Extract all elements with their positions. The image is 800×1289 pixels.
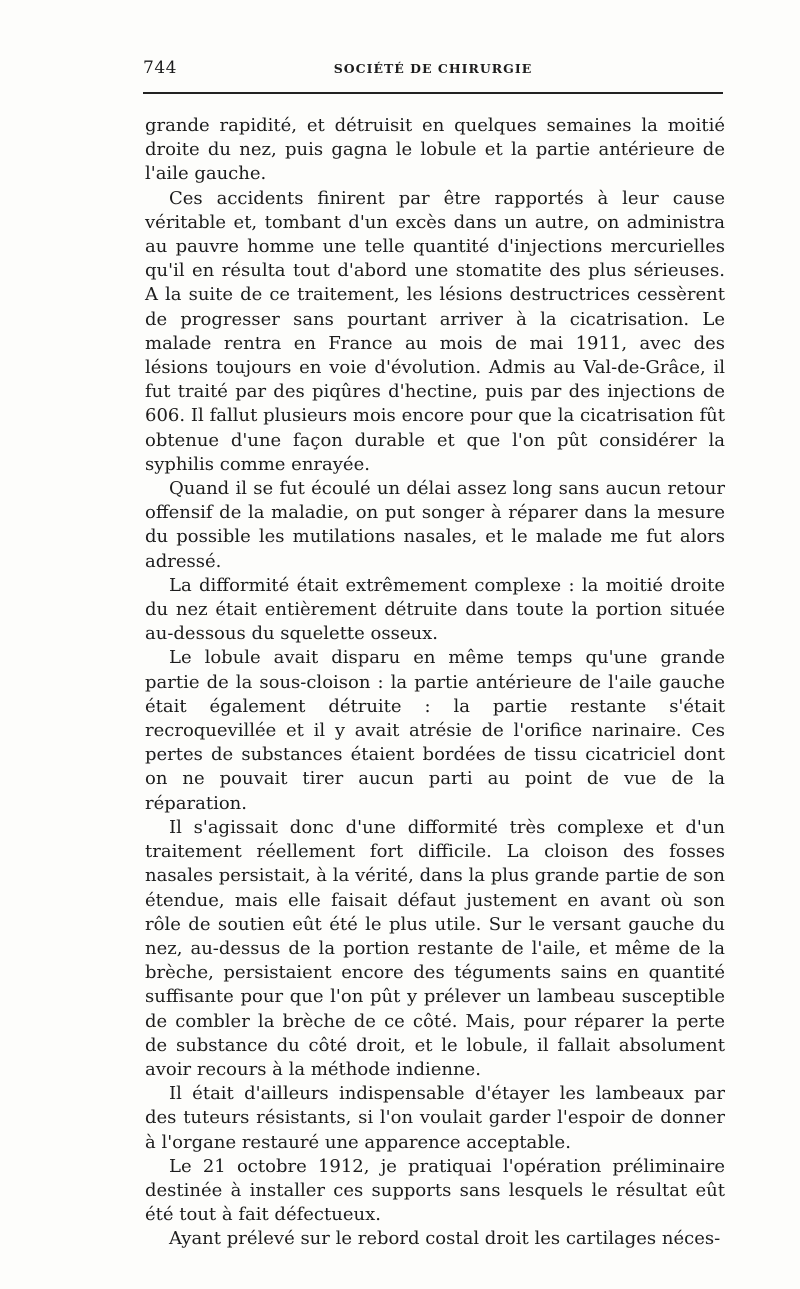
page-number: 744 bbox=[143, 58, 177, 78]
paragraph: Le lobule avait disparu en même temps qu'une grande partie de la sous-cloison : la partie antérieure de l'aile gauche était également détruite : la partie restante s'était recroquevillée et il y avait atrésie de l'orifice narinaire. Ces pertes de substances étaient bordées de tissu cicatriciel dont on ne pouvait tirer aucun parti au point de vue de la réparation. bbox=[145, 647, 725, 814]
paragraph: Il était d'ailleurs indispensable d'étayer les lambeaux par des tuteurs résistants, si l'on voulait garder l'espoir de donner à l'organe restauré une apparence acceptable. bbox=[145, 1083, 725, 1153]
paragraph: La difformité était extrêmement complexe : la moitié droite du nez était entièrement détruite dans toute la portion située au-dessous du squelette osseux. bbox=[145, 574, 725, 645]
paragraph: Le 21 octobre 1912, je pratiquai l'opération préliminaire destinée à installer ces supports sans lesquels le résultat eût été tout à fait défectueux. bbox=[145, 1155, 725, 1226]
running-header bbox=[143, 58, 723, 82]
body-text bbox=[145, 114, 725, 1252]
paragraph: Quand il se fut écoulé un délai assez long sans aucun retour offensif de la maladie, on put songer à réparer dans la mesure du possible les mutilations nasales, et le malade me fut alors adressé. bbox=[145, 478, 725, 572]
paragraph: grande rapidité, et détruisit en quelques semaines la moitié droite du nez, puis gagna le lobule et la partie antérieure de l'aile gauche. bbox=[145, 115, 725, 185]
paragraph: Ayant prélevé sur le rebord costal droit les cartilages néces- bbox=[169, 1228, 721, 1250]
paragraph: Il s'agissait donc d'une difformité très complexe et d'un traitement réellement fort difficile. La cloison des fosses nasales persistait, à la vérité, dans la plus grande partie de son étendue, mais elle faisait défaut justement en avant où son rôle de soutien eût été le plus utile. Sur le versant gauche du nez, au-dessus de la portion restante de l'aile, et même de la brèche, persistaient encore des téguments sains en quantité suffisante pour que l'on pût y prélever un lambeau susceptible de combler la brèche de ce côté. Mais, pour réparer la perte de substance du côté droit, et le lobule, il fallait absolument avoir recours à la méthode indienne. bbox=[145, 816, 725, 1080]
header-rule bbox=[143, 92, 723, 94]
paragraph: Ces accidents finirent par être rapportés à leur cause véritable et, tombant d'un excès dans un autre, on administra au pauvre homme une telle quantité d'injections mercurielles qu'il en résulta tout d'abord une stomatite des plus sérieuses. A la suite de ce traitement, les lésions destructrices cessèrent de progresser sans pourtant arriver à la cicatrisation. Le malade rentra en France au mois de mai 1911, avec des lésions toujours en voie d'évolution. Admis au Val-de-Grâce, il fut traité par des piqûres d'hectine, puis par des injections de 606. Il fallut plusieurs mois encore pour que la cicatrisation fût obtenue d'une façon durable et que l'on pût considérer la syphilis comme enrayée. bbox=[145, 187, 725, 475]
running-title: SOCIÉTÉ DE CHIRURGIE bbox=[333, 61, 533, 76]
